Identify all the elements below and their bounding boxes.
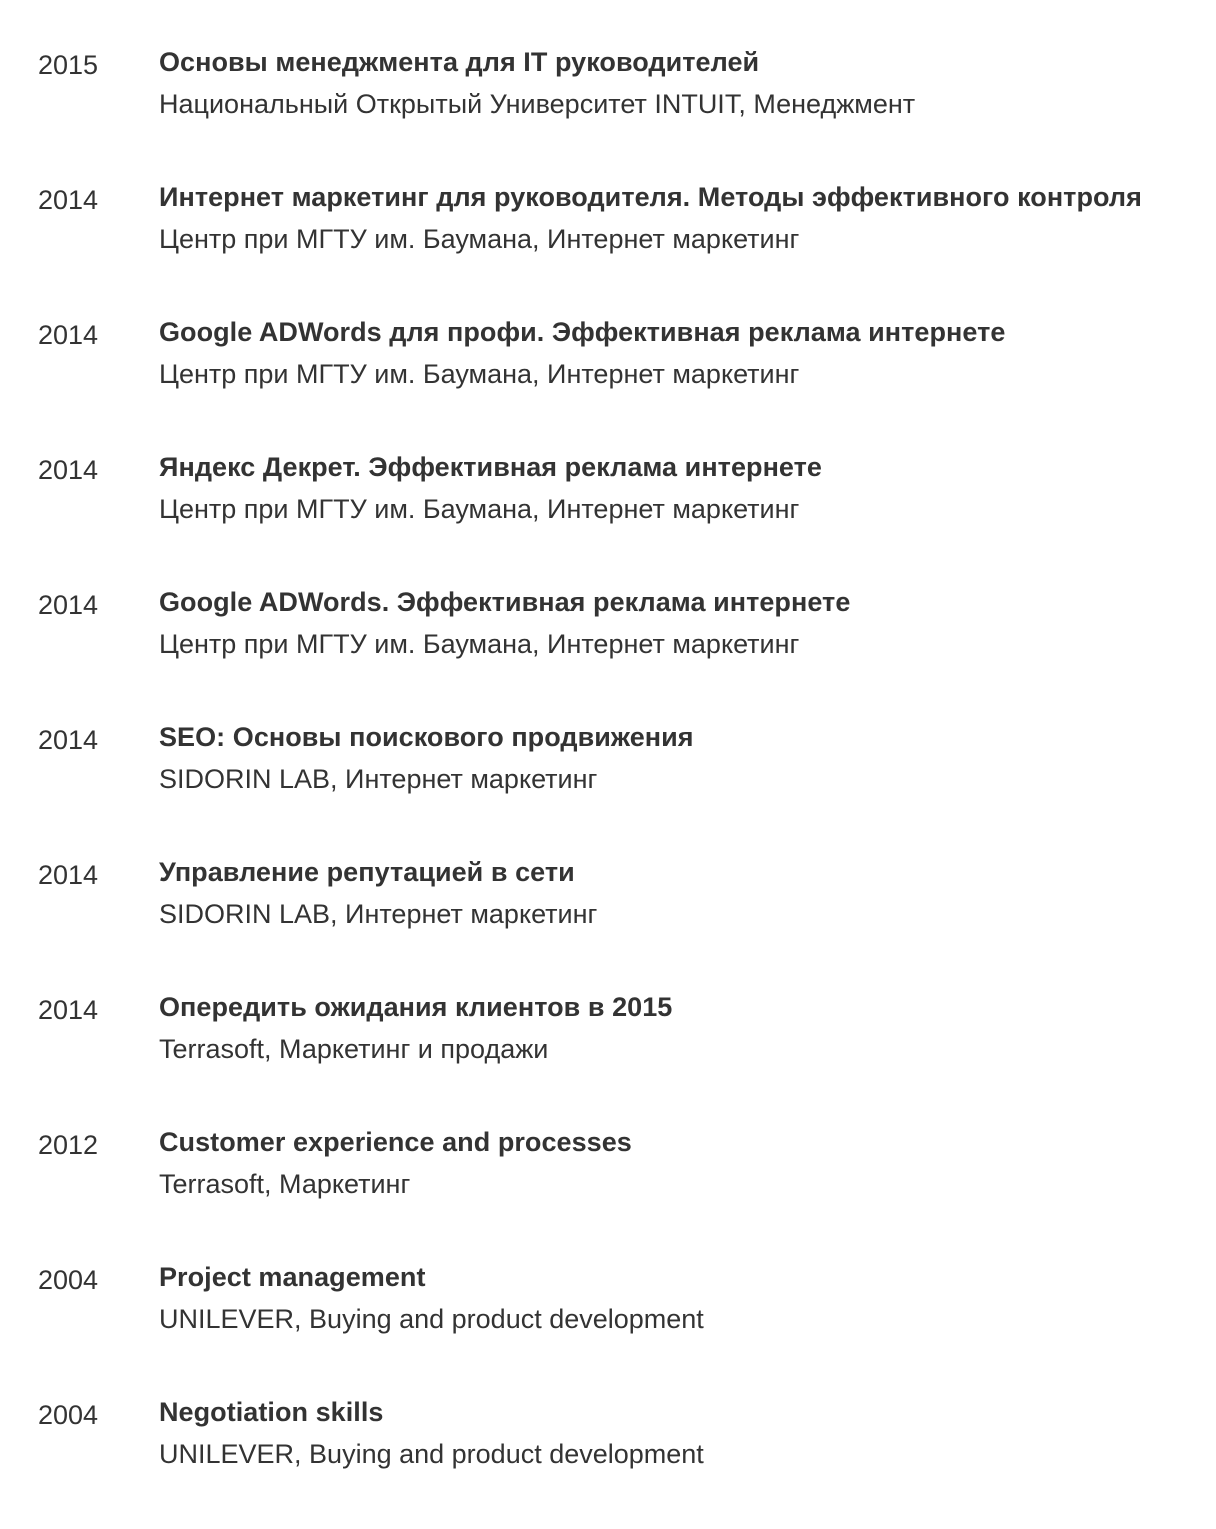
course-title: Google ADWords. Эффективная реклама интернете <box>159 587 851 617</box>
course-item <box>0 314 1216 449</box>
course-title: Основы менеджмента для IT руководителей <box>159 47 760 77</box>
course-organization: Terrasoft, Маркетинг <box>159 1169 411 1199</box>
course-organization: Центр при МГТУ им. Баумана, Интернет маркетинг <box>159 224 800 254</box>
course-item <box>0 854 1216 989</box>
course-title: Google ADWords для профи. Эффективная реклама интернете <box>159 317 1006 347</box>
course-organization: Национальный Открытый Университет INTUIT, Менеджмент <box>159 89 916 119</box>
course-year: 2014 <box>38 860 99 890</box>
course-organization: Центр при МГТУ им. Баумана, Интернет маркетинг <box>159 359 800 389</box>
course-year: 2012 <box>38 1130 99 1160</box>
course-title: Яндекс Декрет. Эффективная реклама интернете <box>159 452 822 482</box>
course-item <box>0 1124 1216 1259</box>
course-title: Negotiation skills <box>159 1397 384 1427</box>
course-info <box>159 179 1216 257</box>
course-info <box>159 449 1216 527</box>
course-info <box>159 854 1216 932</box>
course-title: Опередить ожидания клиентов в 2015 <box>159 992 673 1022</box>
course-title: Управление репутацией в сети <box>159 857 575 887</box>
course-item <box>0 584 1216 719</box>
course-year: 2014 <box>38 590 99 620</box>
course-info <box>159 1394 1216 1472</box>
course-item <box>0 1259 1216 1394</box>
course-info <box>159 1124 1216 1202</box>
course-organization: Центр при МГТУ им. Баумана, Интернет маркетинг <box>159 629 800 659</box>
course-info <box>159 584 1216 662</box>
course-item <box>0 449 1216 584</box>
course-item <box>0 1394 1216 1529</box>
course-title: SEO: Основы поискового продвижения <box>159 722 694 752</box>
course-year: 2014 <box>38 725 99 755</box>
course-item <box>0 719 1216 854</box>
course-year: 2014 <box>38 320 99 350</box>
course-organization: Центр при МГТУ им. Баумана, Интернет маркетинг <box>159 494 800 524</box>
course-item <box>0 989 1216 1124</box>
course-title: Customer experience and processes <box>159 1127 632 1157</box>
course-info <box>159 1259 1216 1337</box>
course-organization: SIDORIN LAB, Интернет маркетинг <box>159 899 598 929</box>
course-organization: SIDORIN LAB, Интернет маркетинг <box>159 764 598 794</box>
course-organization: Terrasoft, Маркетинг и продажи <box>159 1034 549 1064</box>
course-year: 2015 <box>38 50 99 80</box>
course-year: 2004 <box>38 1400 99 1430</box>
course-organization: UNILEVER, Buying and product development <box>159 1304 704 1334</box>
course-item <box>0 44 1216 179</box>
course-info <box>159 314 1216 392</box>
course-title: Интернет маркетинг для руководителя. Методы эффективного контроля <box>159 182 1142 212</box>
course-year: 2004 <box>38 1265 99 1295</box>
course-year: 2014 <box>38 995 99 1025</box>
course-info <box>159 719 1216 797</box>
course-year: 2014 <box>38 185 99 215</box>
course-item <box>0 179 1216 314</box>
course-organization: UNILEVER, Buying and product development <box>159 1439 704 1469</box>
course-info <box>159 989 1216 1067</box>
course-year: 2014 <box>38 455 99 485</box>
course-title: Project management <box>159 1262 426 1292</box>
course-info <box>159 44 1216 122</box>
